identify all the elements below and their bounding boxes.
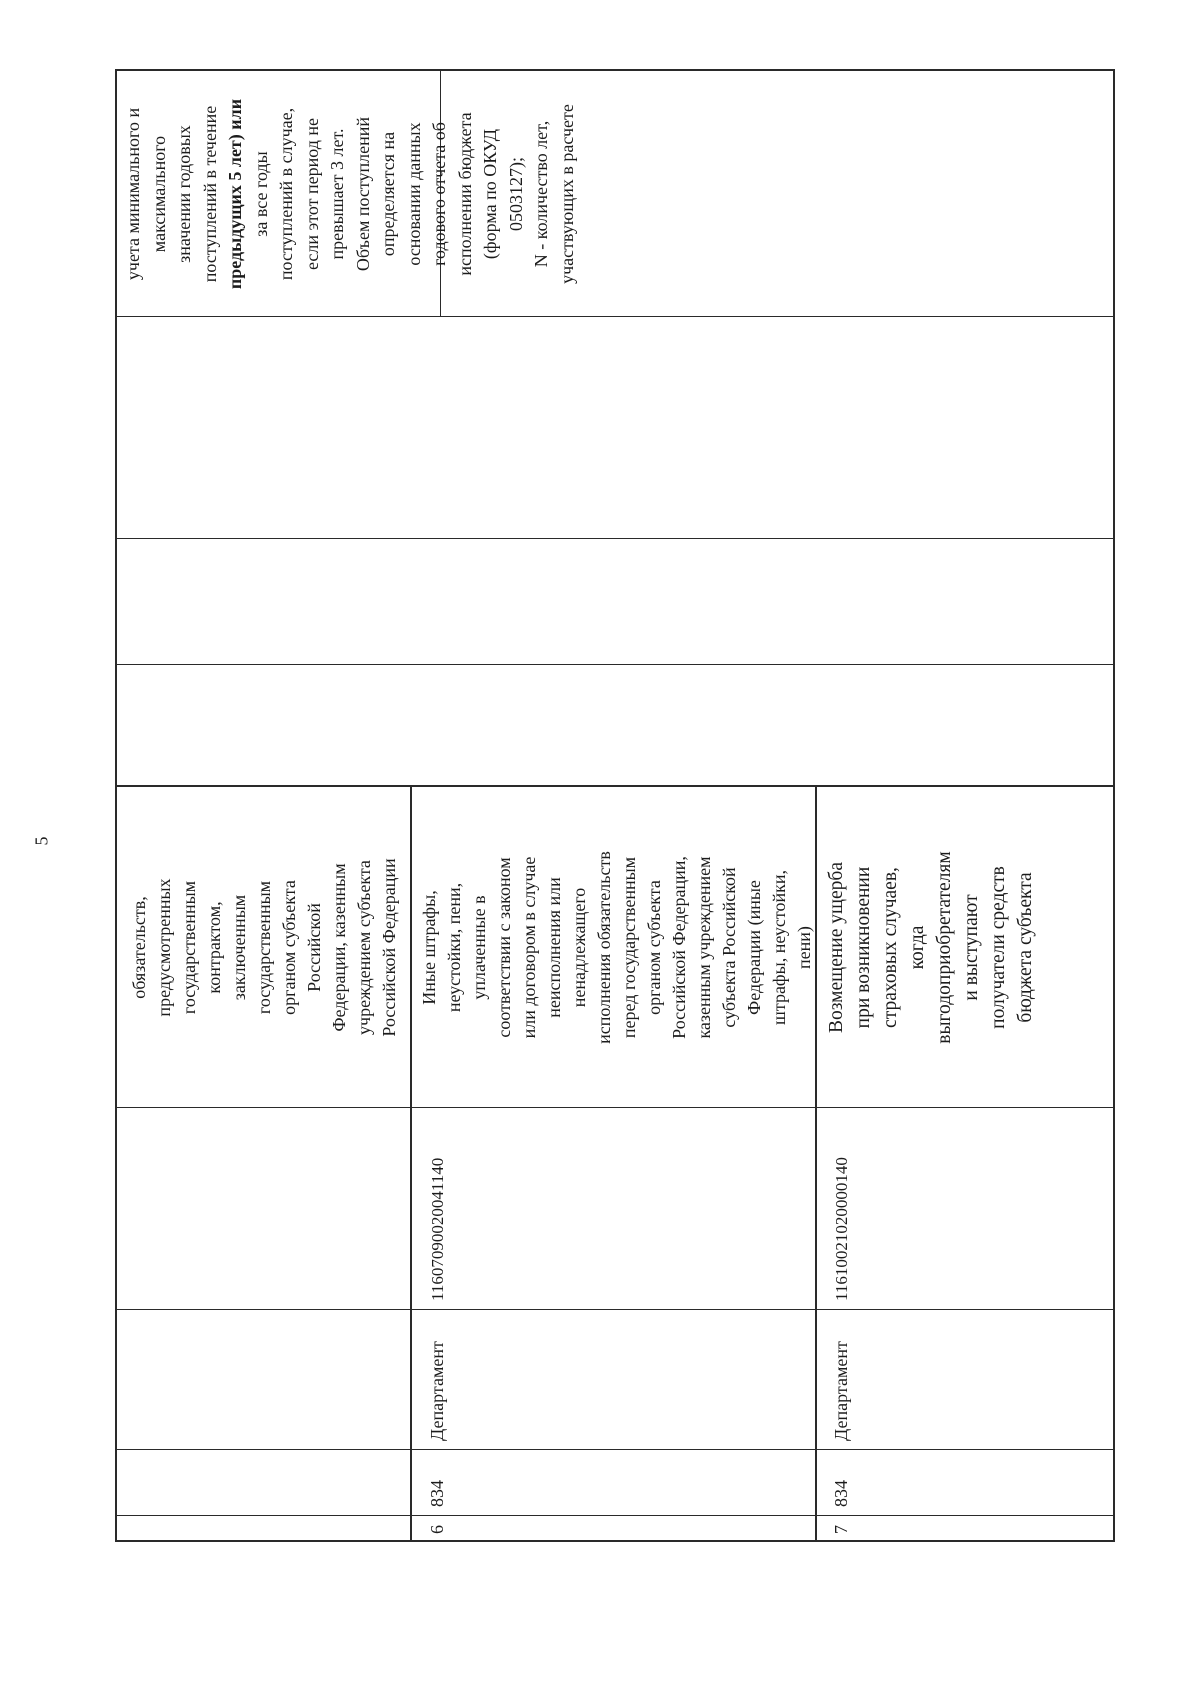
row-divider-6 xyxy=(410,785,412,1542)
row-6-kbk: 11607090020041140 xyxy=(428,1157,447,1301)
description-line: контрактом, xyxy=(204,901,224,994)
description-line: получатели средств xyxy=(988,866,1009,1029)
method-line: (форма по ОКУД xyxy=(480,128,500,260)
description-line: когда xyxy=(907,925,928,970)
method-line: Объем поступлений xyxy=(352,116,373,272)
row-7-administrator: Департамент xyxy=(831,1341,851,1441)
method-line: если этот период не xyxy=(301,117,322,271)
method-line: превышает 3 лет. xyxy=(327,128,347,260)
table-border-left xyxy=(115,1540,1115,1542)
method-line: годового отчета об xyxy=(429,122,449,266)
description-line: органом субъекта xyxy=(279,880,299,1015)
description-line: пени) xyxy=(794,926,814,969)
method-line: максимального xyxy=(148,135,169,253)
row-6-number: 6 xyxy=(427,1525,447,1534)
description-line: перед государственным xyxy=(619,856,639,1039)
column-divider-b xyxy=(115,538,1115,539)
row-6-administrator: Департамент xyxy=(427,1341,447,1441)
method-line: исполнении бюджета xyxy=(454,112,475,276)
row-7-code: 834 xyxy=(831,1480,851,1507)
description-line: Российской Федерации xyxy=(379,858,399,1037)
table-border-bottom xyxy=(1113,69,1115,1542)
description-line: соответствии с законом xyxy=(494,857,514,1038)
description-line: обязательств, xyxy=(129,896,149,999)
method-line: за все годы xyxy=(250,151,271,237)
description-line: субъекта Российской xyxy=(719,867,739,1028)
description-line: уплаченные в xyxy=(469,895,489,1000)
calculation-method-cell xyxy=(119,71,819,317)
description-line: учреждением субъекта xyxy=(354,860,374,1035)
description-line: и выступают xyxy=(961,894,982,1001)
description-line: государственным xyxy=(254,880,274,1015)
method-line: значении годовых xyxy=(174,125,194,263)
column-divider-a xyxy=(115,664,1115,665)
method-line: учета минимального и xyxy=(123,107,143,281)
method-line: участвующих в расчете xyxy=(556,104,577,284)
rotated-document-table xyxy=(115,69,1115,1542)
description-line: бюджета субъекта xyxy=(1015,872,1036,1023)
revenue-forecast-table xyxy=(115,69,1115,1542)
description-line: Иные штрафы, xyxy=(419,890,439,1005)
method-line: N - количество лет, xyxy=(531,120,551,268)
description-line: штрафы, неустойки, xyxy=(769,870,789,1025)
row-7-number: 7 xyxy=(831,1525,851,1534)
column-divider-admin xyxy=(115,1309,1115,1310)
row-6-code: 834 xyxy=(427,1480,447,1507)
method-line: основании данных xyxy=(403,122,424,266)
description-line: неисполнения или xyxy=(544,877,564,1018)
table-border-top xyxy=(115,69,117,1542)
description-line: или договором в случае xyxy=(519,856,539,1039)
description-line: органом субъекта xyxy=(644,880,664,1015)
description-line: страховых случаев, xyxy=(880,867,901,1028)
row-7-description xyxy=(821,787,1113,1108)
row-6-description xyxy=(415,787,815,1108)
method-line: поступлений в течение xyxy=(199,105,220,283)
row-7-kbk: 11610021020000140 xyxy=(832,1157,851,1301)
column-divider-num xyxy=(115,1515,1115,1516)
column-divider-code xyxy=(115,1449,1115,1450)
method-line: определяется на xyxy=(378,131,398,257)
continued-description-cell xyxy=(125,787,410,1108)
description-line: государственным xyxy=(179,880,199,1015)
method-line: поступлений в случае, xyxy=(276,107,296,281)
description-line: выгодоприобретателям xyxy=(934,851,955,1044)
description-line: Федерации, казенным xyxy=(329,863,349,1032)
description-line: Возмещение ущерба xyxy=(826,862,847,1033)
description-line: казенным учреждением xyxy=(694,856,714,1039)
description-line: заключенным xyxy=(229,894,249,1001)
description-line: Российской xyxy=(304,903,324,992)
page-number: 5 xyxy=(31,836,52,846)
description-line: при возникновении xyxy=(853,866,874,1029)
description-line: ненадлежащего xyxy=(569,887,589,1008)
description-line: Федерации (иные xyxy=(744,880,764,1015)
description-line: предусмотренных xyxy=(154,878,174,1017)
method-line: 0503127); xyxy=(505,157,526,231)
description-line: исполнения обязательств xyxy=(594,851,614,1044)
description-line: неустойки, пени, xyxy=(444,882,464,1013)
method-line: предыдущих 5 лет) или xyxy=(225,98,245,290)
description-line: Российской Федерации, xyxy=(669,856,689,1039)
